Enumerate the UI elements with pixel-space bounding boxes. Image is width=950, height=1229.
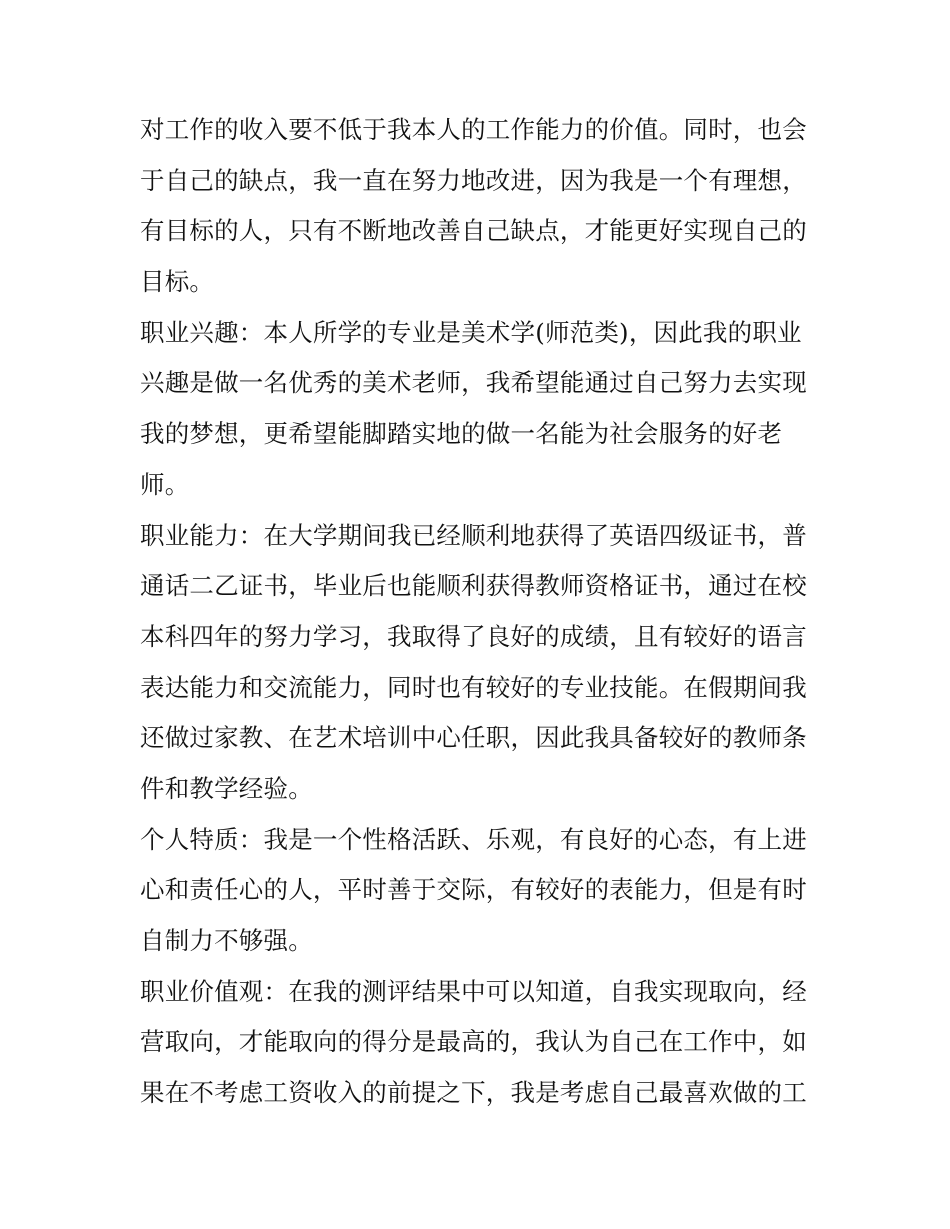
text-line: 件和教学经验。 — [140, 773, 313, 803]
text-line: 心和责任心的人，平时善于交际，有较好的表能力，但是有时 — [140, 875, 807, 905]
text-line: 通话二乙证书，毕业后也能顺利获得教师资格证书，通过在校 — [140, 571, 807, 601]
text-line: 于自己的缺点，我一直在努力地改进，因为我是一个有理想， — [140, 165, 807, 195]
text-line: 自制力不够强。 — [140, 926, 313, 955]
text-line: 职业价值观：在我的测评结果中可以知道，自我实现取向，经 — [140, 976, 807, 1006]
document-body — [140, 105, 820, 1119]
text-line: 个人特质：我是一个性格活跃、乐观，有良好的心态，有上进 — [140, 824, 807, 854]
text-line: 营取向，才能取向的得分是最高的，我认为自己在工作中，如 — [140, 1027, 807, 1057]
text-line: 果在不考虑工资收入的前提之下，我是考虑自己最喜欢做的工 — [140, 1078, 807, 1108]
text-line: 我的梦想，更希望能脚踏实地的做一名能为社会服务的好老 — [140, 419, 783, 449]
text-line: 师。 — [140, 469, 190, 499]
text-line: 表达能力和交流能力，同时也有较好的专业技能。在假期间我 — [140, 672, 807, 702]
text-line: 有目标的人，只有不断地改善自己缺点，才能更好实现自己的 — [140, 216, 807, 246]
text-line: 兴趣是做一名优秀的美术老师，我希望能通过自己努力去实现 — [140, 368, 807, 398]
text-line: 还做过家教、在艺术培训中心任职，因此我具备较好的教师条 — [140, 723, 807, 753]
text-line: 职业能力：在大学期间我已经顺利地获得了英语四级证书，普 — [140, 520, 807, 550]
text-line: 职业兴趣：本人所学的专业是美术学(师范类)，因此我的职业 — [140, 317, 802, 347]
text-line: 对工作的收入要不低于我本人的工作能力的价值。同时，也会 — [140, 115, 807, 144]
text-line: 目标。 — [140, 267, 215, 297]
text-line: 本科四年的努力学习，我取得了良好的成绩，且有较好的语言 — [140, 621, 807, 651]
